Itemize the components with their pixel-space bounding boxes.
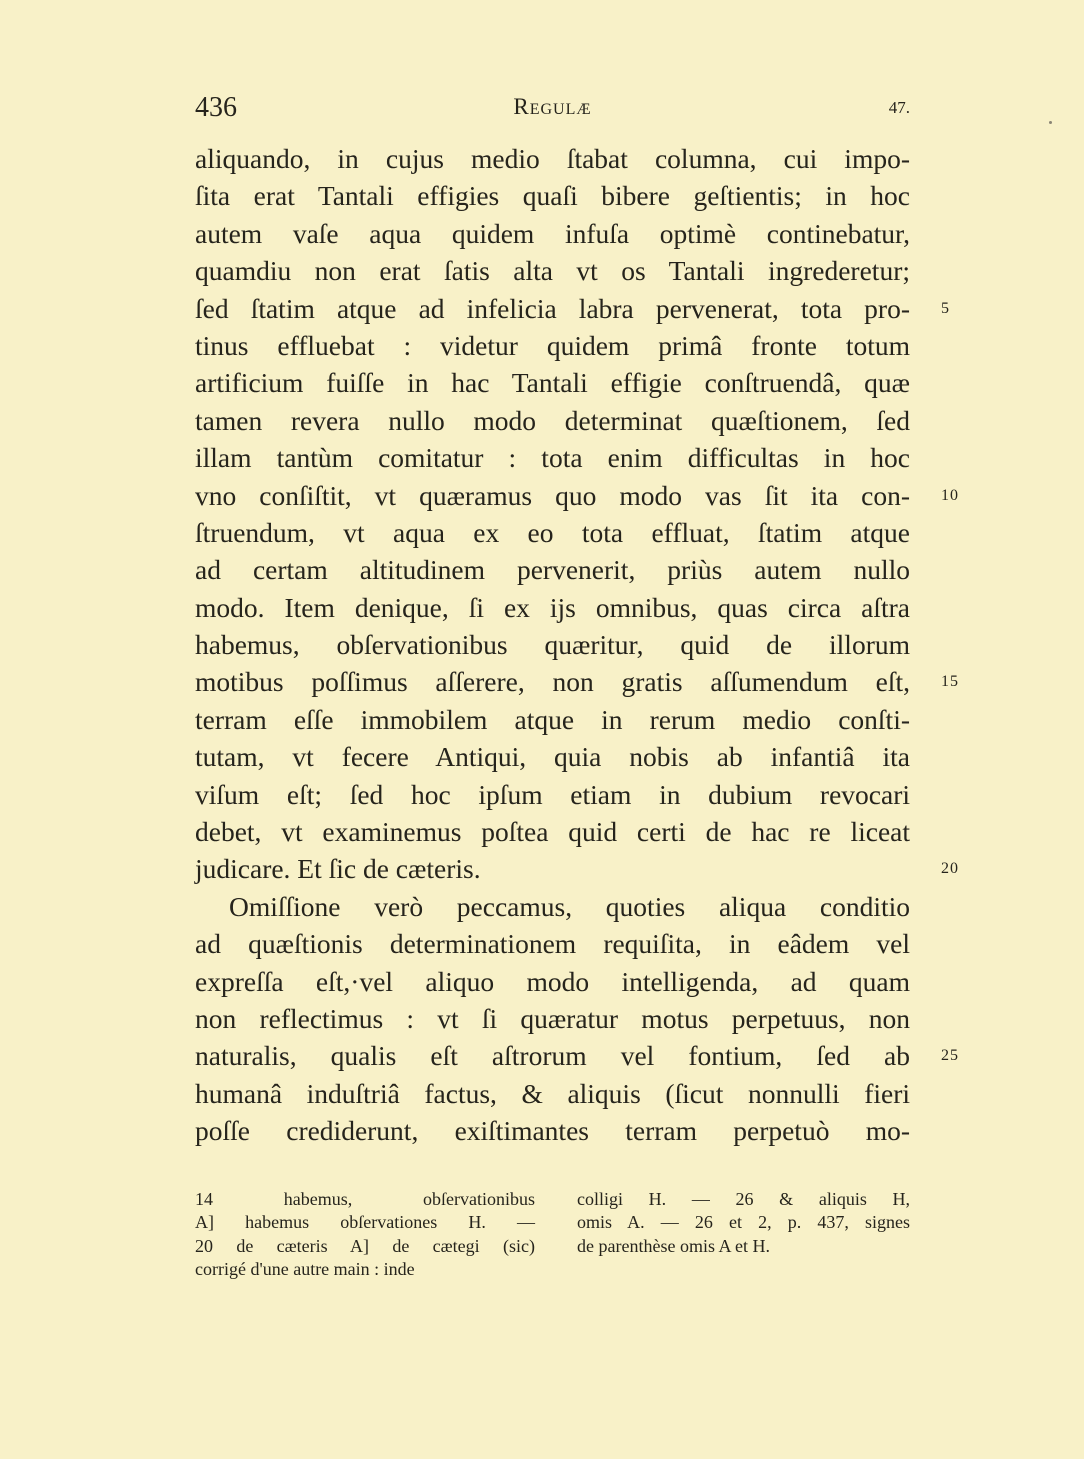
text-line-content: ſtruendum, vt aqua ex eo tota effluat, ſtatim atque (195, 516, 910, 548)
text-line-content: terram eſſe immobilem atque in rerum medio conſti- (195, 703, 910, 735)
text-line (195, 215, 910, 252)
text-line (195, 364, 910, 401)
line-number: 10 (941, 486, 959, 504)
line-number: 20 (941, 860, 959, 878)
text-line (195, 1000, 910, 1037)
page-number: 436 (195, 92, 237, 123)
footnote-line: omis A. — 26 et 2, p. 437, signes (577, 1212, 910, 1233)
text-line (195, 1112, 910, 1149)
footnote-line: corrigé d'une autre main : inde (195, 1259, 415, 1280)
text-line (195, 551, 910, 588)
text-line (195, 290, 950, 327)
text-line-content: ad certam altitudinem pervenerit, priùs autem nullo (195, 554, 910, 586)
text-line (195, 402, 910, 439)
text-line (195, 177, 910, 214)
footnote-line: 20 de cæteris A] de cætegi (sic) (195, 1235, 535, 1256)
footnote-line: de parenthèse omis A et H. (577, 1235, 770, 1256)
text-line-content: tinus effluebat : videtur quidem primâ fronte totum (195, 329, 910, 361)
text-line (195, 477, 959, 514)
text-line-content: quamdiu non erat ſatis alta vt os Tantali ingrederetur; (195, 255, 910, 287)
line-number: 15 (941, 673, 959, 691)
footnote-line: colligi H. — 26 & aliquis H, (577, 1189, 910, 1209)
text-line (195, 701, 910, 738)
text-line-content: naturalis, qualis eſt aſtrorum vel fontium, ſed ab (195, 1040, 910, 1072)
text-line (195, 589, 910, 626)
page-header (195, 92, 910, 124)
footnotes-left-column (195, 1188, 535, 1282)
text-line-content: vno conſiſtit, vt quæramus quo modo vas ſit ita con- (195, 479, 910, 511)
text-line-content: judicare. Et ſic de cæteris. (195, 853, 481, 885)
running-head: Regulæ (513, 94, 592, 119)
text-line (195, 514, 910, 551)
text-line (195, 663, 959, 700)
text-line (195, 850, 959, 887)
text-line-content: tutam, vt fecere Antiqui, quia nobis ab infantiâ ita (195, 741, 910, 773)
article-number: 47. (888, 98, 910, 117)
text-line (195, 888, 910, 925)
text-line-content: poſſe crediderunt, exiſtimantes terram perpetuò mo- (195, 1115, 910, 1147)
text-line-content: non reflectimus : vt ſi quæratur motus perpetuus, non (195, 1002, 910, 1034)
main-text (195, 140, 959, 1150)
text-line (195, 813, 910, 850)
footnote-line: A] habemus obſervationes H. — (195, 1212, 535, 1233)
text-line-content: ſita erat Tantali effigies quaſi bibere geſtientis; in hoc (195, 180, 910, 212)
text-line-content: modo. Item denique, ſi ex ijs omnibus, quas circa aſtra (195, 591, 910, 623)
text-line-content: autem vaſe aqua quidem infuſa optimè continebatur, (195, 217, 910, 249)
text-line-content: aliquando, in cujus medio ſtabat columna, cui impo- (195, 143, 910, 174)
text-line (195, 626, 910, 663)
line-number: 5 (941, 299, 950, 317)
text-line (195, 1075, 910, 1112)
text-line-content: Omiſſione verò peccamus, quoties aliqua conditio (229, 890, 910, 922)
text-line-content: artificium fuiſſe in hac Tantali effigie conſtruendâ, quæ (195, 367, 910, 399)
text-line-content: ſed ſtatim atque ad infelicia labra pervenerat, tota pro- (195, 292, 910, 324)
text-line-content: expreſſa eſt,·vel aliquo modo intelligenda, ad quam (195, 965, 910, 997)
margin-dot (1049, 121, 1052, 124)
text-line-content: humanâ induſtriâ factus, & aliquis (ſicut nonnulli fieri (195, 1077, 910, 1109)
text-line (195, 1037, 959, 1074)
text-line (195, 963, 910, 1000)
text-line (195, 776, 910, 813)
text-line (195, 925, 910, 962)
text-line-content: illam tantùm comitatur : tota enim difficultas in hoc (195, 442, 910, 474)
text-line-content: debet, vt examinemus poſtea quid certi de hac re liceat (195, 816, 910, 848)
text-line-content: motibus poſſimus aſſerere, non gratis aſſumendum eſt, (195, 666, 910, 698)
text-line (195, 140, 910, 177)
text-line (195, 738, 910, 775)
footnotes-right-column (577, 1188, 910, 1258)
text-line (195, 252, 910, 289)
text-line-content: viſum eſt; ſed hoc ipſum etiam in dubium revocari (195, 778, 910, 810)
text-line-content: tamen revera nullo modo determinat quæſtionem, ſed (195, 404, 910, 436)
line-number: 25 (941, 1047, 959, 1065)
text-line-content: ad quæſtionis determinationem requiſita, in eâdem vel (195, 928, 910, 960)
text-line (195, 327, 910, 364)
text-line-content: habemus, obſervationibus quæritur, quid de illorum (195, 629, 910, 661)
text-line (195, 439, 910, 476)
footnote-line: 14 habemus, obſervationibus (195, 1189, 535, 1209)
